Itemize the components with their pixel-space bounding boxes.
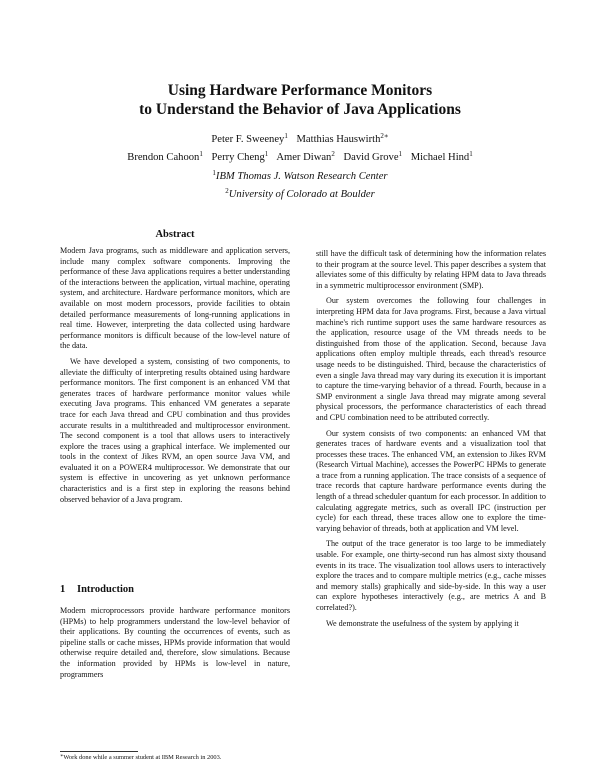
- affiliation-name: University of Colorado at Boulder: [228, 189, 375, 200]
- section-number: 1: [60, 584, 66, 595]
- affiliation-mark: 1: [212, 169, 216, 177]
- abstract-heading: Abstract: [155, 229, 195, 240]
- abstract-paragraph: Modern Java programs, such as middleware and application servers, include many complex software components. Improving the performance of these Java applications requires a better understanding of the interactions between the application, virtual machine, operating system, and architecture. Hardware performance monitors, which are available on most modern processors, provide facilities to obtain detailed performance measurements of long-running applications in real time. However, interpreting the data collected using hardware performance monitors is difficult because of the low-level nature of the data.: [60, 246, 290, 351]
- affiliation-1: [0, 168, 600, 186]
- authors-line-1: [0, 131, 600, 149]
- author-name: Matthias Hauswirth: [296, 134, 381, 145]
- footnote-mark: ∗: [60, 754, 64, 759]
- abstract-body: [60, 246, 290, 510]
- author-name: Brendon Cahoon: [127, 152, 200, 163]
- author-affiliation-mark: 1: [199, 150, 203, 158]
- footnote-rule: [60, 751, 138, 752]
- author-affiliation-mark: 1: [284, 132, 288, 140]
- authors-line-2: [0, 149, 600, 167]
- author-affiliation-mark: 1: [398, 150, 403, 158]
- author-name: Michael Hind: [410, 152, 470, 163]
- affiliation-name: IBM Thomas J. Watson Research Center: [215, 171, 388, 182]
- author-name: Peter F. Sweeney: [211, 134, 285, 145]
- right-column: [316, 249, 546, 634]
- footnote: [60, 754, 290, 762]
- body-paragraph: Our system overcomes the following four challenges in interpreting HPM data for Java programs. First, because a Java virtual machine's rich runtime support uses the same hardware resources as the application, resource usage of the VM threads needs to be distinguished from those of the application. Second, because Java applications often employ multiple threads, each thread's resource usage needs to be distinguished. Third, because the characteristics of even a single Java thread may vary during its execution it is important to capture the time-varying behavior of a thread. Fourth, because in a SMP environment a single Java thread may migrate among several physical processors, the performance characteristics of each thread and CPU combination need to be attributed correctly.: [316, 296, 546, 422]
- author-affiliation-mark: 2∗: [380, 132, 389, 140]
- affiliation-mark: 2: [225, 187, 229, 195]
- introduction-body: [60, 606, 290, 685]
- paper-title-line-2: to Understand the Behavior of Java Applications: [139, 101, 461, 118]
- abstract-paragraph: We have developed a system, consisting of two components, to alleviate the difficulty of interpreting results obtained using hardware performance monitors. The first component is an enhanced VM that generates traces of hardware performance monitor values while executing Java programs. This enhanced VM generates a separate trace for each Java thread and CPU combination and thus provides accurate results in a multithreaded and multiprocessor environment. The second component is a tool that allows users to interactively explore the traces using a graphical interface. We implemented our tools in the context of Jikes RVM, an open source Java VM, and evaluated it on a POWER4 multiprocessor. We demonstrate that our system is effective in uncovering as yet unknown performance characteristics and is a first step in exploring the reasons behind observed behavior of a Java program.: [60, 356, 290, 504]
- author-name: Perry Cheng: [211, 152, 265, 163]
- author-affiliation-mark: 1: [264, 150, 269, 158]
- paper-title-line-1: Using Hardware Performance Monitors: [167, 82, 433, 99]
- body-paragraph: The output of the trace generator is too large to be immediately usable. For example, one thirty-second run has almost sixty thousand events in its trace. The visualization tool allows users to interactively explore the traces and to compare multiple metrics (e.g., cache misses and memory stalls) graphically and side-by-side. In this way a user can explore hypotheses interactively (e.g., are metrics A and B correlated?).: [316, 539, 546, 612]
- author-name: David Grove: [343, 152, 399, 163]
- body-paragraph: Our system consists of two components: an enhanced VM that generates traces of hardware events and a visualization tool that processes these traces. The enhanced VM, an extension to Jikes RVM (Research Virtual Machine), accesses the PowerPC HPMs to generate a trace from a running application. The trace consists of a sequence of trace records that capture hardware performance events during the length of a thread scheduler quantum for each processor. In addition to calculating aggregate metrics, such as overall IPC (instruction per cycle) for each thread, these traces allow one to explore the time-varying behavior of threads, both at application and VM level.: [316, 428, 546, 533]
- author-name: Amer Diwan: [276, 152, 332, 163]
- body-paragraph: We demonstrate the usefulness of the system by applying it: [326, 618, 519, 628]
- author-affiliation-mark: 1: [469, 150, 473, 158]
- affiliation-2: [0, 186, 600, 204]
- section-title: Introduction: [77, 584, 134, 595]
- footnote-text: Work done while a summer student at IBM Research in 2003.: [63, 754, 222, 761]
- author-affiliation-mark: 2: [331, 150, 335, 158]
- body-paragraph: Modern microprocessors provide hardware performance monitors (HPMs) to help programmers understand the low-level behavior of their applications. By counting the occurrences of events, such as pipeline stalls or cache misses, HPMs provide information that would otherwise require detailed and, therefore, slow simulations. Because the information provided by HPMs is low-level in nature, programmers: [60, 606, 290, 679]
- section-heading-introduction: [60, 584, 290, 595]
- body-paragraph: still have the difficult task of determining how the information relates to their program at the source level. This paper describes a system that alleviates some of this difficulty by relating HPM data to Java threads in a symmetric multiprocessor environment (SMP).: [316, 249, 546, 290]
